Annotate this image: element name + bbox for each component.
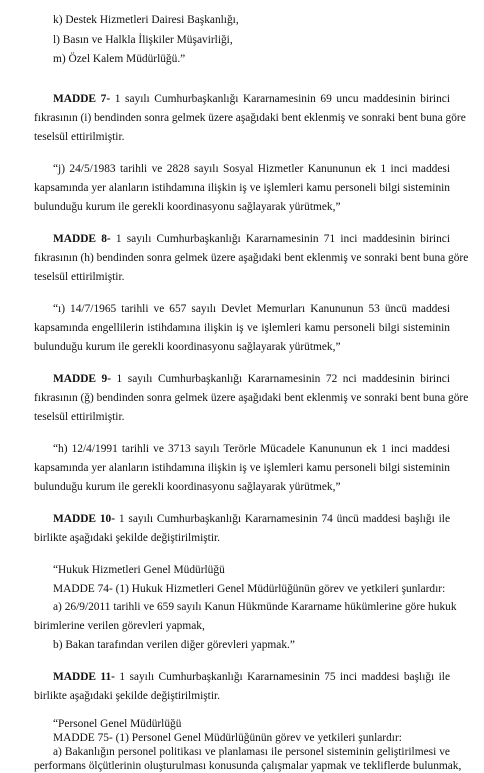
madde-11-quote-title: “Personel Genel Müdürlüğü — [53, 718, 182, 730]
madde-7-line-1: MADDE 7- 1 sayılı Cumhurbaşkanlığı Kararnamesinin 69 uncu maddesinin birinci — [53, 93, 450, 105]
madde-10-heading: MADDE 10- — [53, 513, 116, 525]
madde-10-quote-title: “Hukuk Hizmetleri Genel Müdürlüğü — [53, 564, 225, 576]
madde-11-heading: MADDE 11- — [53, 671, 115, 683]
madde-10-quote-madde: MADDE 74- (1) Hukuk Hizmetleri Genel Müdürlüğünün görev ve yetkileri şunlardır: — [53, 583, 446, 595]
madde-10-quote-a-2: birimlerine verilen görevleri yapmak, — [34, 620, 205, 632]
madde-9-line-3: teselsül ettirilmiştir. — [34, 411, 125, 423]
madde-9-quote-1: “h) 12/4/1991 tarihli ve 3713 sayılı Terörle Mücadele Kanununun ek 1 inci maddesi — [53, 443, 450, 455]
madde-7-line-2: fıkrasının (i) bendinden sonra gelmek üzere aşağıdaki bent eklenmiş ve sonraki bent buna göre — [34, 112, 466, 124]
list-item-l: l) Basın ve Halkla İlişkiler Müşavirliği, — [53, 34, 233, 46]
madde-8-line-3: teselsül ettirilmiştir. — [34, 271, 125, 283]
madde-9-line-1: MADDE 9- 1 sayılı Cumhurbaşkanlığı Kararnamesinin 72 nci maddesinin birinci — [53, 373, 450, 385]
madde-10-quote-a-1: a) 26/9/2011 tarihli ve 659 sayılı Kanun Hükmünde Kararname hükümlerine göre hukuk — [53, 601, 457, 613]
madde-7-quote-2: kapsamında yer alanların istihdamına ilişkin iş ve işlemleri kamu personeli bilgi sisteminin — [34, 182, 450, 194]
madde-7-quote-3: bulunduğu kurum ile gerekli koordinasyonu sağlayarak yürütmek,” — [34, 201, 341, 213]
madde-7-quote-1: “j) 24/5/1983 tarihli ve 2828 sayılı Sosyal Hizmetler Kanununun ek 1 inci maddesi — [53, 163, 450, 175]
madde-8-line-1: MADDE 8- 1 sayılı Cumhurbaşkanlığı Kararnamesinin 71 inci maddesinin birinci — [53, 233, 450, 245]
list-item-m: m) Özel Kalem Müdürlüğü.” — [53, 53, 186, 65]
madde-9-quote-2: kapsamında yer alanların istihdamına ilişkin iş ve işlemleri kamu personeli bilgi sisteminin — [34, 462, 450, 474]
madde-11-quote-madde: MADDE 75- (1) Personel Genel Müdürlüğünün görev ve yetkileri şunlardır: — [53, 732, 402, 744]
madde-11-line-2: birlikte aşağıdaki şekilde değiştirilmiştir. — [34, 690, 221, 702]
madde-9-line-2: fıkrasının (ğ) bendinden sonra gelmek üzere aşağıdaki bent eklenmiş ve sonraki bent buna göre — [34, 392, 469, 404]
madde-10-line-1: MADDE 10- 1 sayılı Cumhurbaşkanlığı Kararnamesinin 74 üncü maddesi başlığı ile — [53, 513, 451, 525]
madde-11-quote-a-2: performans ölçütlerinin oluşturulması konusunda çalışmalar yapmak ve tekliflerde bulunmak, — [34, 760, 462, 772]
madde-11-quote-a-1: a) Bakanlığın personel politikası ve planlaması ile personel sisteminin geliştirilmesi ve — [53, 746, 450, 758]
madde-8-quote-1: “ı) 14/7/1965 tarihli ve 657 sayılı Devlet Memurları Kanununun 53 üncü maddesi — [53, 303, 450, 315]
madde-9-quote-3: bulunduğu kurum ile gerekli koordinasyonu sağlayarak yürütmek,” — [34, 481, 341, 493]
madde-10-quote-b: b) Bakan tarafından verilen diğer görevleri yapmak.” — [53, 639, 295, 651]
madde-8-quote-2: kapsamında engellilerin istihdamına ilişkin iş ve işlemleri kamu personeli bilgi sisteminin — [34, 322, 450, 334]
madde-8-quote-3: bulunduğu kurum ile gerekli koordinasyonu sağlayarak yürütmek,” — [34, 341, 341, 353]
madde-8-heading: MADDE 8- — [53, 233, 111, 245]
madde-7-heading: MADDE 7- — [53, 93, 111, 105]
madde-8-line-2: fıkrasının (h) bendinden sonra gelmek üzere aşağıdaki bent eklenmiş ve sonraki bent buna göre — [34, 252, 469, 264]
madde-10-line-2: birlikte aşağıdaki şekilde değiştirilmiştir. — [34, 532, 221, 544]
madde-11-line-1: MADDE 11- 1 sayılı Cumhurbaşkanlığı Kararnamesinin 75 inci maddesi başlığı ile — [53, 671, 450, 683]
madde-7-line-3: teselsül ettirilmiştir. — [34, 131, 125, 143]
madde-9-heading: MADDE 9- — [53, 373, 112, 385]
list-item-k: k) Destek Hizmetleri Dairesi Başkanlığı, — [53, 14, 239, 26]
